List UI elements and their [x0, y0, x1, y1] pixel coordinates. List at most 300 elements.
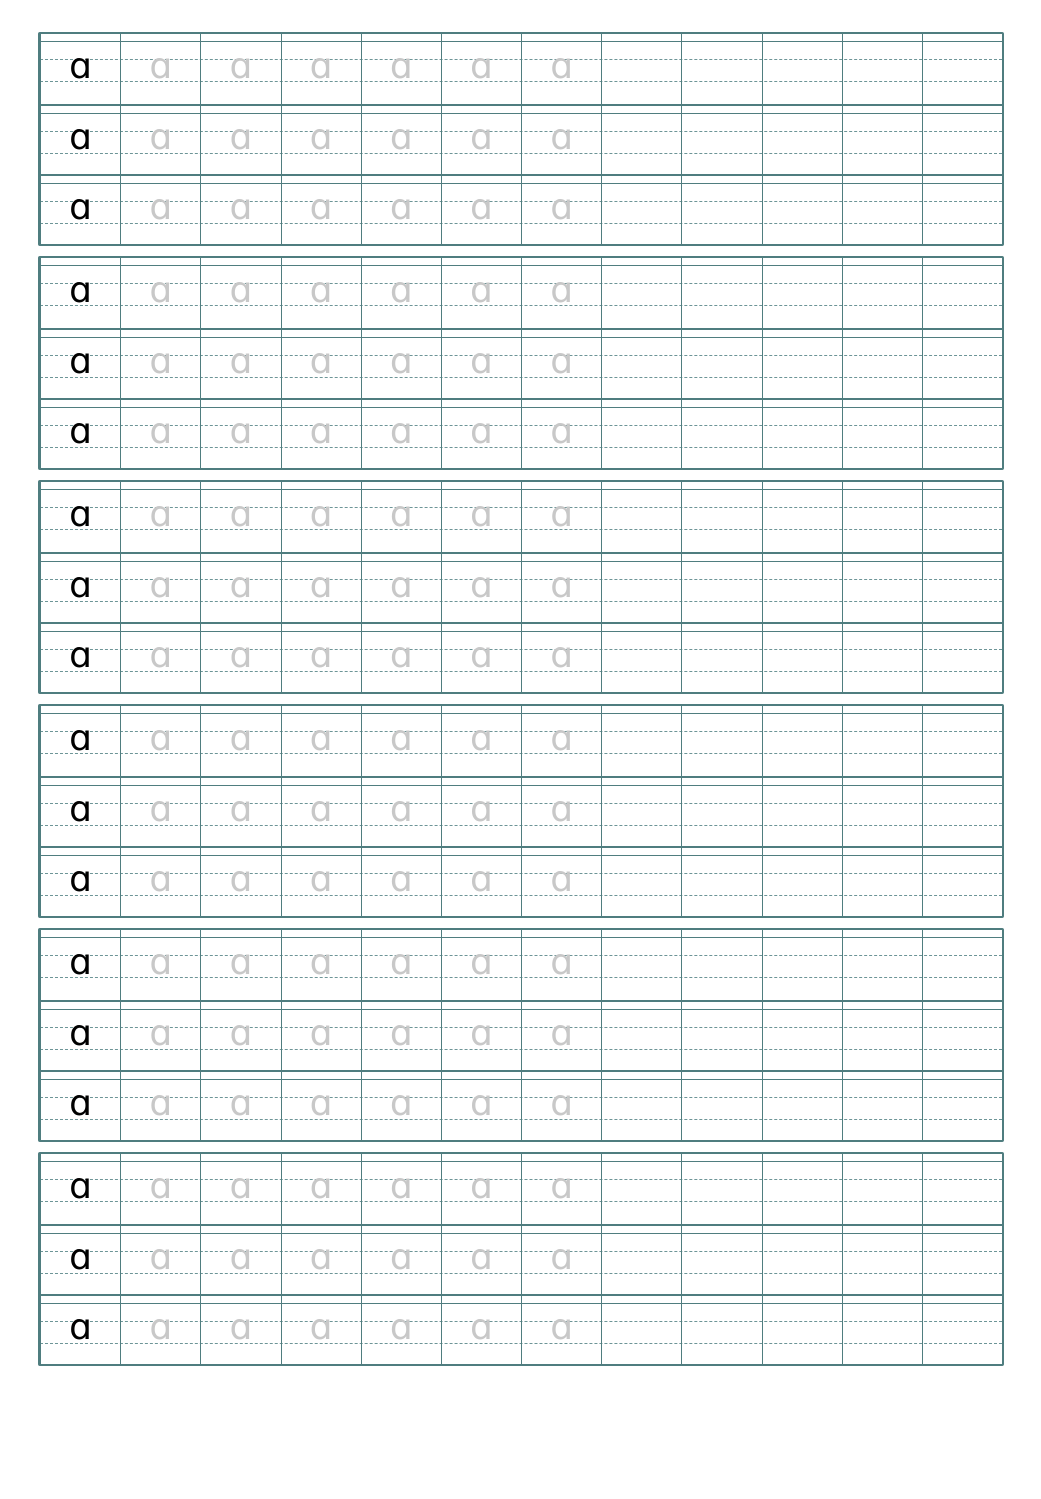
- trace-letter-cell: [521, 1226, 601, 1294]
- practice-row: [40, 552, 1002, 622]
- trace-letter: ɑ: [470, 942, 493, 983]
- trace-letter: ɑ: [229, 1013, 253, 1054]
- practice-row: [40, 482, 1002, 552]
- blank-writing-cell[interactable]: [681, 848, 761, 916]
- trace-letter: ɑ: [389, 942, 413, 983]
- practice-block: [38, 1152, 1004, 1366]
- trace-letter: ɑ: [470, 341, 493, 382]
- blank-writing-cell[interactable]: [681, 482, 761, 552]
- trace-letter: ɑ: [309, 46, 333, 87]
- blank-writing-cell[interactable]: [681, 930, 761, 1000]
- model-letter-cell: [40, 554, 120, 622]
- blank-writing-cell[interactable]: [762, 176, 842, 244]
- trace-letter-cell: [281, 176, 361, 244]
- model-letter-cell: [40, 848, 120, 916]
- trace-letter-cell: [120, 706, 200, 776]
- trace-letter-cell: [120, 1296, 200, 1364]
- trace-letter-cell: [521, 554, 601, 622]
- trace-letter: ɑ: [229, 1307, 253, 1348]
- blank-writing-cell[interactable]: [842, 1002, 922, 1070]
- trace-letter-cell: [281, 106, 361, 174]
- blank-writing-cell[interactable]: [681, 106, 761, 174]
- blank-writing-cell[interactable]: [601, 330, 681, 398]
- model-letter-cell: [40, 1072, 120, 1140]
- blank-writing-cell[interactable]: [601, 1226, 681, 1294]
- trace-letter-cell: [521, 930, 601, 1000]
- trace-letter: ɑ: [149, 718, 173, 759]
- model-letter-cell: [40, 482, 120, 552]
- trace-letter: ɑ: [149, 859, 173, 900]
- trace-letter: ɑ: [470, 635, 493, 676]
- model-letter: ɑ: [69, 117, 93, 158]
- trace-letter-cell: [441, 848, 521, 916]
- blank-writing-cell[interactable]: [922, 930, 1002, 1000]
- trace-letter-cell: [281, 554, 361, 622]
- blank-writing-cell[interactable]: [601, 1002, 681, 1070]
- blank-writing-cell[interactable]: [681, 554, 761, 622]
- trace-letter-cell: [441, 482, 521, 552]
- blank-writing-cell[interactable]: [681, 176, 761, 244]
- blank-writing-cell[interactable]: [842, 554, 922, 622]
- blank-writing-cell[interactable]: [922, 258, 1002, 328]
- trace-letter-cell: [521, 1072, 601, 1140]
- trace-letter: ɑ: [229, 859, 253, 900]
- blank-writing-cell[interactable]: [681, 258, 761, 328]
- trace-letter-cell: [281, 1072, 361, 1140]
- trace-letter: ɑ: [149, 635, 173, 676]
- trace-letter-cell: [521, 624, 601, 692]
- model-letter-cell: [40, 1154, 120, 1224]
- blank-writing-cell[interactable]: [922, 1296, 1002, 1364]
- model-letter-cell: [40, 330, 120, 398]
- blank-writing-cell[interactable]: [842, 400, 922, 468]
- blank-writing-cell[interactable]: [762, 1226, 842, 1294]
- trace-letter: ɑ: [309, 859, 333, 900]
- trace-letter-cell: [521, 34, 601, 104]
- trace-letter: ɑ: [389, 859, 413, 900]
- blank-writing-cell[interactable]: [681, 1296, 761, 1364]
- blank-writing-cell[interactable]: [762, 34, 842, 104]
- blank-writing-cell[interactable]: [762, 848, 842, 916]
- trace-letter: ɑ: [229, 718, 253, 759]
- blank-writing-cell[interactable]: [762, 778, 842, 846]
- practice-row: [40, 706, 1002, 776]
- model-letter: ɑ: [69, 341, 93, 382]
- blank-writing-cell[interactable]: [842, 1072, 922, 1140]
- trace-letter-cell: [441, 1002, 521, 1070]
- blank-writing-cell[interactable]: [842, 930, 922, 1000]
- blank-writing-cell[interactable]: [762, 482, 842, 552]
- blank-writing-cell[interactable]: [922, 400, 1002, 468]
- blank-writing-cell[interactable]: [842, 624, 922, 692]
- blank-writing-cell[interactable]: [762, 1002, 842, 1070]
- trace-letter-cell: [521, 482, 601, 552]
- practice-row: [40, 776, 1002, 846]
- trace-letter: ɑ: [389, 1237, 413, 1278]
- blank-writing-cell[interactable]: [922, 624, 1002, 692]
- trace-letter: ɑ: [389, 341, 413, 382]
- blank-writing-cell[interactable]: [922, 330, 1002, 398]
- trace-letter-cell: [361, 330, 441, 398]
- handwriting-worksheet: [38, 32, 1004, 1376]
- trace-letter-cell: [200, 624, 280, 692]
- blank-writing-cell[interactable]: [601, 258, 681, 328]
- blank-writing-cell[interactable]: [601, 176, 681, 244]
- model-letter-cell: [40, 1226, 120, 1294]
- trace-letter: ɑ: [309, 942, 333, 983]
- model-letter: ɑ: [69, 635, 93, 676]
- trace-letter-cell: [441, 930, 521, 1000]
- trace-letter: ɑ: [470, 1307, 493, 1348]
- model-letter: ɑ: [69, 859, 93, 900]
- trace-letter: ɑ: [149, 565, 173, 606]
- trace-letter: ɑ: [470, 270, 493, 311]
- blank-writing-cell[interactable]: [762, 1296, 842, 1364]
- blank-writing-cell[interactable]: [762, 400, 842, 468]
- model-letter: ɑ: [69, 270, 93, 311]
- blank-writing-cell[interactable]: [601, 930, 681, 1000]
- blank-writing-cell[interactable]: [842, 176, 922, 244]
- trace-letter: ɑ: [470, 1013, 493, 1054]
- trace-letter-cell: [521, 330, 601, 398]
- model-letter: ɑ: [69, 1166, 93, 1207]
- trace-letter-cell: [120, 1072, 200, 1140]
- trace-letter: ɑ: [470, 859, 493, 900]
- blank-writing-cell[interactable]: [922, 706, 1002, 776]
- trace-letter: ɑ: [309, 270, 333, 311]
- trace-letter-cell: [281, 1154, 361, 1224]
- practice-row: [40, 1154, 1002, 1224]
- trace-letter: ɑ: [550, 187, 574, 228]
- blank-writing-cell[interactable]: [842, 778, 922, 846]
- blank-writing-cell[interactable]: [922, 1002, 1002, 1070]
- practice-block: [38, 32, 1004, 246]
- trace-letter: ɑ: [550, 270, 574, 311]
- model-letter-cell: [40, 258, 120, 328]
- blank-writing-cell[interactable]: [762, 106, 842, 174]
- blank-writing-cell[interactable]: [922, 1072, 1002, 1140]
- trace-letter-cell: [200, 1296, 280, 1364]
- blank-writing-cell[interactable]: [681, 778, 761, 846]
- model-letter-cell: [40, 706, 120, 776]
- trace-letter-cell: [120, 1002, 200, 1070]
- trace-letter: ɑ: [550, 1307, 574, 1348]
- trace-letter-cell: [361, 258, 441, 328]
- blank-writing-cell[interactable]: [681, 400, 761, 468]
- trace-letter-cell: [361, 1154, 441, 1224]
- trace-letter-cell: [200, 1154, 280, 1224]
- trace-letter: ɑ: [550, 411, 574, 452]
- trace-letter: ɑ: [229, 565, 253, 606]
- trace-letter-cell: [521, 1296, 601, 1364]
- blank-writing-cell[interactable]: [681, 330, 761, 398]
- trace-letter-cell: [120, 106, 200, 174]
- blank-writing-cell[interactable]: [842, 1296, 922, 1364]
- trace-letter-cell: [521, 400, 601, 468]
- trace-letter-cell: [361, 1296, 441, 1364]
- model-letter-cell: [40, 106, 120, 174]
- trace-letter-cell: [200, 106, 280, 174]
- trace-letter: ɑ: [550, 1083, 574, 1124]
- trace-letter: ɑ: [389, 565, 413, 606]
- trace-letter-cell: [120, 1226, 200, 1294]
- trace-letter: ɑ: [389, 1166, 413, 1207]
- trace-letter: ɑ: [149, 789, 173, 830]
- trace-letter: ɑ: [309, 411, 333, 452]
- trace-letter: ɑ: [470, 46, 493, 87]
- blank-writing-cell[interactable]: [922, 1154, 1002, 1224]
- practice-block: [38, 704, 1004, 918]
- trace-letter: ɑ: [470, 187, 493, 228]
- blank-writing-cell[interactable]: [601, 1296, 681, 1364]
- trace-letter: ɑ: [550, 1166, 574, 1207]
- blank-writing-cell[interactable]: [601, 34, 681, 104]
- trace-letter-cell: [361, 34, 441, 104]
- blank-writing-cell[interactable]: [842, 106, 922, 174]
- trace-letter: ɑ: [229, 411, 253, 452]
- trace-letter-cell: [200, 930, 280, 1000]
- practice-row: [40, 1294, 1002, 1364]
- model-letter-cell: [40, 778, 120, 846]
- trace-letter: ɑ: [309, 1307, 333, 1348]
- trace-letter: ɑ: [229, 1083, 253, 1124]
- trace-letter-cell: [200, 1072, 280, 1140]
- trace-letter: ɑ: [470, 411, 493, 452]
- practice-block: [38, 480, 1004, 694]
- trace-letter-cell: [281, 1226, 361, 1294]
- trace-letter-cell: [361, 706, 441, 776]
- blank-writing-cell[interactable]: [762, 706, 842, 776]
- trace-letter-cell: [441, 554, 521, 622]
- blank-writing-cell[interactable]: [842, 848, 922, 916]
- trace-letter: ɑ: [149, 494, 173, 535]
- blank-writing-cell[interactable]: [922, 482, 1002, 552]
- trace-letter: ɑ: [470, 1237, 493, 1278]
- model-letter: ɑ: [69, 411, 93, 452]
- trace-letter-cell: [281, 258, 361, 328]
- trace-letter-cell: [441, 1072, 521, 1140]
- trace-letter-cell: [521, 258, 601, 328]
- model-letter: ɑ: [69, 942, 93, 983]
- blank-writing-cell[interactable]: [922, 176, 1002, 244]
- model-letter: ɑ: [69, 494, 93, 535]
- trace-letter: ɑ: [229, 789, 253, 830]
- blank-writing-cell[interactable]: [681, 34, 761, 104]
- blank-writing-cell[interactable]: [681, 1002, 761, 1070]
- trace-letter: ɑ: [550, 859, 574, 900]
- trace-letter-cell: [521, 106, 601, 174]
- trace-letter: ɑ: [149, 411, 173, 452]
- model-letter-cell: [40, 1296, 120, 1364]
- blank-writing-cell[interactable]: [842, 34, 922, 104]
- trace-letter-cell: [281, 930, 361, 1000]
- model-letter: ɑ: [69, 718, 93, 759]
- practice-row: [40, 930, 1002, 1000]
- trace-letter-cell: [521, 706, 601, 776]
- trace-letter: ɑ: [470, 494, 493, 535]
- practice-row: [40, 1000, 1002, 1070]
- trace-letter-cell: [441, 1226, 521, 1294]
- trace-letter: ɑ: [389, 635, 413, 676]
- trace-letter-cell: [200, 1002, 280, 1070]
- trace-letter: ɑ: [229, 1166, 253, 1207]
- trace-letter: ɑ: [229, 635, 253, 676]
- trace-letter: ɑ: [550, 565, 574, 606]
- trace-letter-cell: [361, 930, 441, 1000]
- trace-letter: ɑ: [309, 1013, 333, 1054]
- blank-writing-cell[interactable]: [922, 848, 1002, 916]
- trace-letter: ɑ: [309, 1237, 333, 1278]
- trace-letter-cell: [120, 482, 200, 552]
- model-letter: ɑ: [69, 1237, 93, 1278]
- model-letter-cell: [40, 1002, 120, 1070]
- trace-letter: ɑ: [149, 117, 173, 158]
- model-letter: ɑ: [69, 1083, 93, 1124]
- blank-writing-cell[interactable]: [762, 330, 842, 398]
- blank-writing-cell[interactable]: [842, 258, 922, 328]
- blank-writing-cell[interactable]: [842, 706, 922, 776]
- trace-letter: ɑ: [550, 635, 574, 676]
- trace-letter-cell: [120, 554, 200, 622]
- blank-writing-cell[interactable]: [601, 706, 681, 776]
- trace-letter: ɑ: [389, 718, 413, 759]
- practice-block: [38, 928, 1004, 1142]
- trace-letter-cell: [200, 848, 280, 916]
- blank-writing-cell[interactable]: [842, 482, 922, 552]
- blank-writing-cell[interactable]: [601, 778, 681, 846]
- blank-writing-cell[interactable]: [922, 106, 1002, 174]
- practice-row: [40, 328, 1002, 398]
- trace-letter-cell: [281, 624, 361, 692]
- trace-letter: ɑ: [550, 718, 574, 759]
- blank-writing-cell[interactable]: [681, 1072, 761, 1140]
- blank-writing-cell[interactable]: [601, 1072, 681, 1140]
- trace-letter-cell: [281, 400, 361, 468]
- trace-letter: ɑ: [229, 341, 253, 382]
- trace-letter-cell: [441, 258, 521, 328]
- trace-letter-cell: [120, 258, 200, 328]
- trace-letter-cell: [521, 1154, 601, 1224]
- trace-letter: ɑ: [149, 1013, 173, 1054]
- blank-writing-cell[interactable]: [762, 930, 842, 1000]
- trace-letter-cell: [120, 930, 200, 1000]
- blank-writing-cell[interactable]: [601, 1154, 681, 1224]
- trace-letter-cell: [441, 706, 521, 776]
- blank-writing-cell[interactable]: [842, 1154, 922, 1224]
- trace-letter: ɑ: [149, 1166, 173, 1207]
- trace-letter: ɑ: [470, 789, 493, 830]
- blank-writing-cell[interactable]: [922, 34, 1002, 104]
- blank-writing-cell[interactable]: [842, 330, 922, 398]
- trace-letter-cell: [120, 330, 200, 398]
- blank-writing-cell[interactable]: [681, 1154, 761, 1224]
- practice-row: [40, 34, 1002, 104]
- blank-writing-cell[interactable]: [762, 554, 842, 622]
- blank-writing-cell[interactable]: [842, 1226, 922, 1294]
- trace-letter-cell: [120, 778, 200, 846]
- trace-letter-cell: [120, 176, 200, 244]
- blank-writing-cell[interactable]: [601, 848, 681, 916]
- trace-letter: ɑ: [389, 1307, 413, 1348]
- blank-writing-cell[interactable]: [762, 258, 842, 328]
- trace-letter-cell: [441, 1154, 521, 1224]
- practice-row: [40, 174, 1002, 244]
- blank-writing-cell[interactable]: [922, 1226, 1002, 1294]
- trace-letter-cell: [281, 330, 361, 398]
- trace-letter-cell: [361, 1226, 441, 1294]
- trace-letter-cell: [200, 34, 280, 104]
- trace-letter-cell: [281, 848, 361, 916]
- trace-letter-cell: [361, 106, 441, 174]
- trace-letter: ɑ: [149, 942, 173, 983]
- blank-writing-cell[interactable]: [601, 106, 681, 174]
- trace-letter-cell: [120, 1154, 200, 1224]
- trace-letter: ɑ: [389, 187, 413, 228]
- trace-letter: ɑ: [229, 942, 253, 983]
- blank-writing-cell[interactable]: [762, 1072, 842, 1140]
- trace-letter: ɑ: [389, 1083, 413, 1124]
- blank-writing-cell[interactable]: [762, 624, 842, 692]
- trace-letter: ɑ: [389, 46, 413, 87]
- trace-letter: ɑ: [309, 565, 333, 606]
- trace-letter-cell: [441, 778, 521, 846]
- trace-letter: ɑ: [149, 46, 173, 87]
- trace-letter-cell: [281, 34, 361, 104]
- trace-letter-cell: [281, 482, 361, 552]
- model-letter: ɑ: [69, 46, 93, 87]
- trace-letter: ɑ: [550, 117, 574, 158]
- blank-writing-cell[interactable]: [601, 554, 681, 622]
- blank-writing-cell[interactable]: [601, 624, 681, 692]
- model-letter-cell: [40, 400, 120, 468]
- practice-row: [40, 1070, 1002, 1140]
- trace-letter-cell: [361, 1072, 441, 1140]
- trace-letter-cell: [200, 400, 280, 468]
- trace-letter: ɑ: [309, 1166, 333, 1207]
- trace-letter-cell: [441, 624, 521, 692]
- blank-writing-cell[interactable]: [762, 1154, 842, 1224]
- trace-letter: ɑ: [550, 789, 574, 830]
- trace-letter: ɑ: [389, 789, 413, 830]
- trace-letter: ɑ: [389, 270, 413, 311]
- blank-writing-cell[interactable]: [601, 482, 681, 552]
- trace-letter: ɑ: [389, 494, 413, 535]
- trace-letter-cell: [521, 778, 601, 846]
- blank-writing-cell[interactable]: [681, 1226, 761, 1294]
- trace-letter-cell: [441, 34, 521, 104]
- trace-letter: ɑ: [309, 494, 333, 535]
- trace-letter: ɑ: [229, 1237, 253, 1278]
- trace-letter: ɑ: [309, 187, 333, 228]
- trace-letter-cell: [200, 330, 280, 398]
- blank-writing-cell[interactable]: [922, 778, 1002, 846]
- trace-letter-cell: [200, 176, 280, 244]
- model-letter: ɑ: [69, 1013, 93, 1054]
- trace-letter-cell: [361, 482, 441, 552]
- trace-letter: ɑ: [550, 341, 574, 382]
- trace-letter-cell: [361, 624, 441, 692]
- blank-writing-cell[interactable]: [922, 554, 1002, 622]
- trace-letter: ɑ: [229, 117, 253, 158]
- trace-letter: ɑ: [470, 718, 493, 759]
- blank-writing-cell[interactable]: [681, 624, 761, 692]
- trace-letter-cell: [200, 258, 280, 328]
- model-letter-cell: [40, 176, 120, 244]
- practice-row: [40, 104, 1002, 174]
- blank-writing-cell[interactable]: [601, 400, 681, 468]
- trace-letter: ɑ: [389, 1013, 413, 1054]
- blank-writing-cell[interactable]: [681, 706, 761, 776]
